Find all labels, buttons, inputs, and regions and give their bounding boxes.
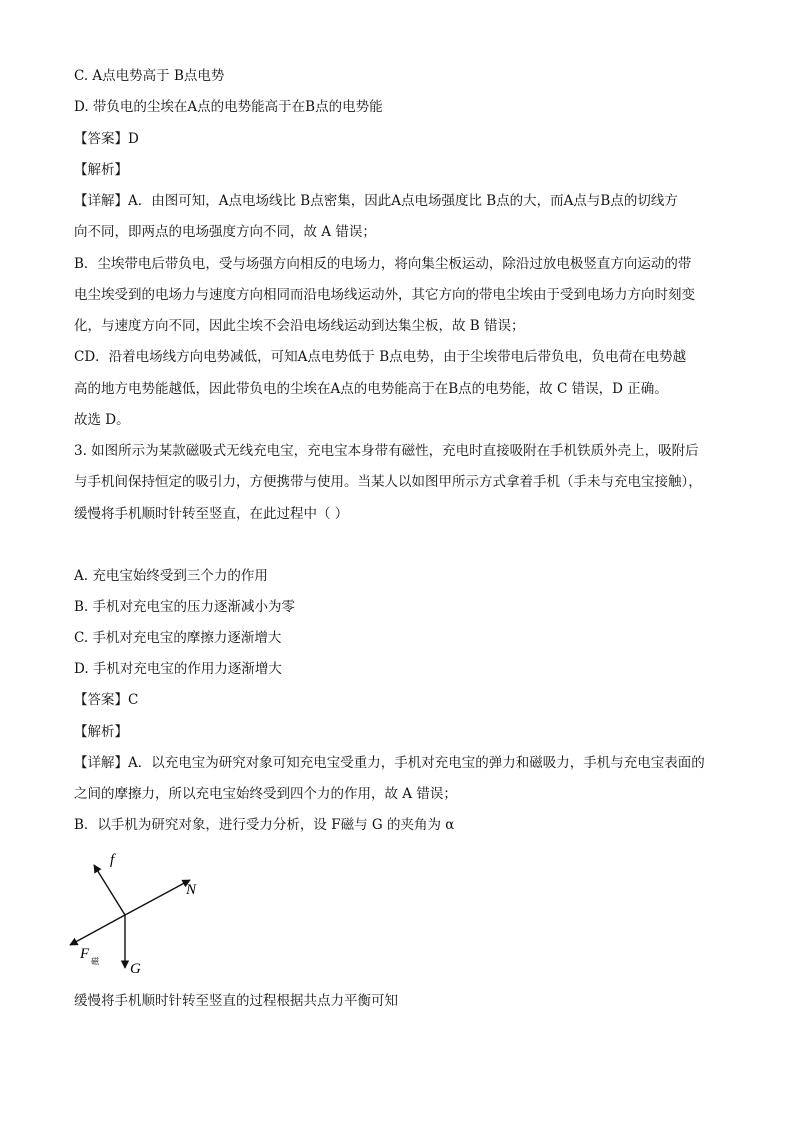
detail-line-2: 向不同，即两点的电场强度方向不同，故 A 错误； xyxy=(74,224,376,240)
f-mag-subscript: 磁 xyxy=(91,957,99,966)
detail-line-7: 高的地方电势能越低，因此带负电的尘埃在A点的电势能高于在B点的电势能，故 C 错误，D 正确。 xyxy=(74,381,668,397)
detail2-line-2: 之间的摩擦力，所以充电宝始终受到四个力的作用，故 A 错误； xyxy=(74,786,457,802)
detail-line-5: 化，与速度方向不同，因此尘埃不会沿电场线运动到达集尘板，故 B 错误； xyxy=(74,318,525,334)
answer-label-2: 【答案】C xyxy=(74,692,139,708)
option-c-text: C. A点电势高于 B点电势 xyxy=(74,68,225,84)
choice-d: D. 手机对充电宝的作用力逐渐增大 xyxy=(74,661,282,677)
question-3-line-3: 缓慢将手机顺时针转至竖直，在此过程中（ ） xyxy=(74,506,349,522)
detail-line-8: 故选 D。 xyxy=(74,412,130,428)
choice-c: C. 手机对充电宝的摩擦力逐渐增大 xyxy=(74,630,282,646)
detail-line-1: 【详解】A．由图可知，A点电场线比 B点密集，因此A点电场强度比 B点的大，而A点与B点的切线方 xyxy=(74,193,678,209)
detail2-line-1: 【详解】A．以充电宝为研究对象可知充电宝受重力，手机对充电宝的弹力和磁吸力，手机与充电宝表面的 xyxy=(74,755,705,771)
f-mag-arrow xyxy=(70,915,125,945)
option-d-text: D. 带负电的尘埃在A点的电势能高于在B点的电势能 xyxy=(74,99,383,115)
detail-line-4: 电尘埃受到的电场力与速度方向相同而沿电场线运动外，其它方向的带电尘埃由于受到电场力方向时刻变 xyxy=(74,287,695,303)
question-3-line-1: 3. 如图所示为某款磁吸式无线充电宝，充电宝本身带有磁性，充电时直接吸附在手机铁质外壳上，吸附后 xyxy=(74,443,699,459)
force-diagram xyxy=(62,850,222,980)
f-label: f xyxy=(110,852,115,868)
analysis-label-1: 【解析】 xyxy=(74,162,128,178)
f-arrow xyxy=(94,865,125,915)
n-arrow xyxy=(125,880,190,915)
n-label: N xyxy=(186,882,197,898)
choice-b: B. 手机对充电宝的压力逐渐减小为零 xyxy=(74,599,296,615)
choice-a: A. 充电宝始终受到三个力的作用 xyxy=(74,568,268,584)
detail-line-6: CD．沿着电场线方向电势减低，可知A点电势低于 B点电势，由于尘埃带电后带负电，负电荷在电势越 xyxy=(74,349,687,365)
f-mag-label: F xyxy=(80,946,90,962)
answer-label-1: 【答案】D xyxy=(74,131,139,147)
detail-line-3: B．尘埃带电后带负电，受与场强方向相反的电场力，将向集尘板运动，除沿过放电极竖直方向运动的带 xyxy=(74,256,692,272)
analysis-label-2: 【解析】 xyxy=(74,724,128,740)
detail2-line-4: 缓慢将手机顺时针转至竖直的过程根据共点力平衡可知 xyxy=(74,993,398,1009)
g-label: G xyxy=(130,961,141,977)
detail2-line-3: B．以手机为研究对象，进行受力分析，设 F磁与 G 的夹角为 α xyxy=(74,817,455,833)
question-3-line-2: 与手机间保持恒定的吸引力，方便携带与使用。当某人以如图甲所示方式拿着手机（手未与充电宝接触）， xyxy=(74,474,702,490)
